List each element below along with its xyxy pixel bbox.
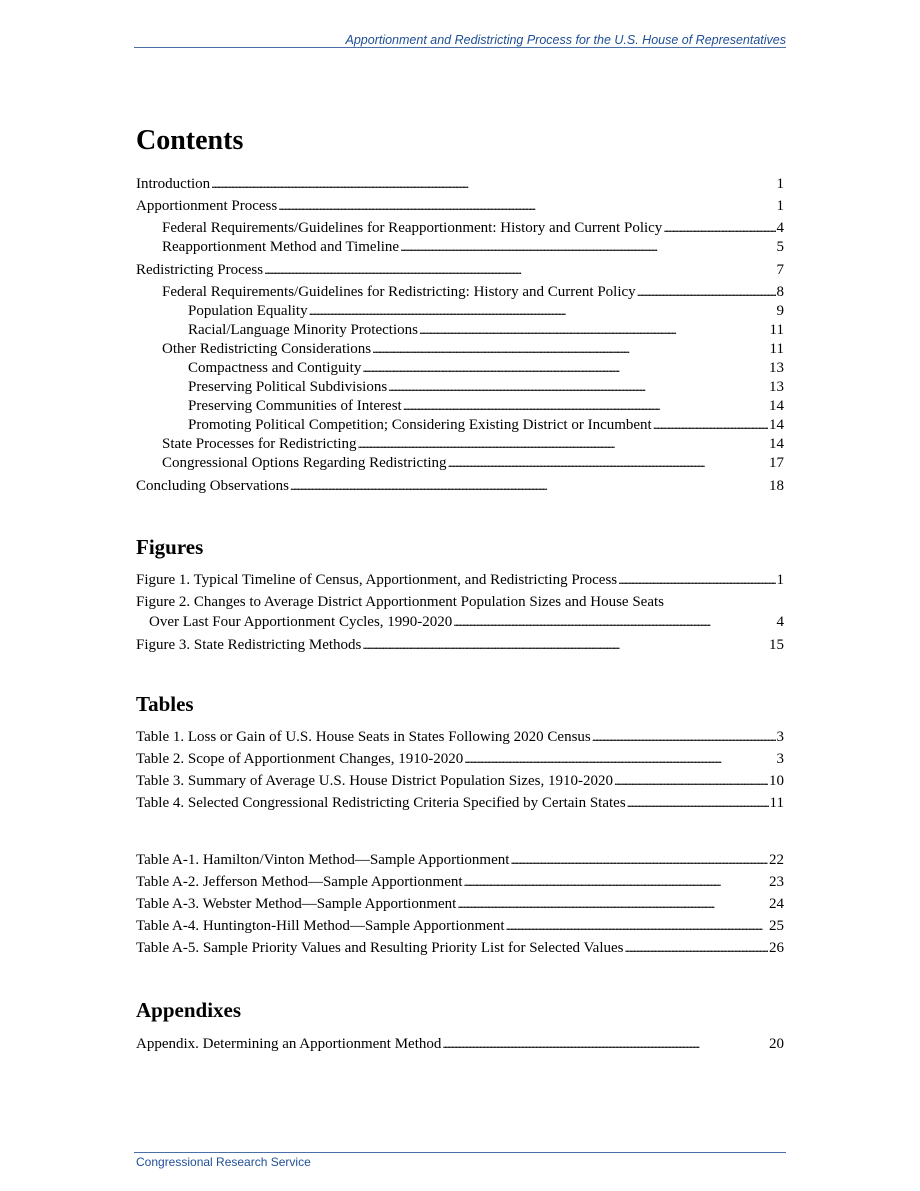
toc-entry-compactness[interactable] [136, 358, 784, 377]
toc-entry-label: Table 1. Loss or Gain of U.S. House Seats in States Following 2020 Census [136, 729, 591, 745]
toc-entry-label: Table A-5. Sample Priority Values and Resulting Priority List for Selected Values [136, 940, 624, 956]
toc-entry-label: State Processes for Redistricting [162, 436, 357, 452]
figures-list [136, 570, 784, 654]
toc-entry-label: Figure 1. Typical Timeline of Census, Apportionment, and Redistricting Process [136, 572, 618, 588]
toc-entry-table-a1[interactable] [136, 850, 784, 872]
toc-entry-page: 11 [769, 341, 784, 357]
leader-dots [506, 916, 769, 935]
leader-dots [614, 771, 768, 790]
appendix-tables-list [136, 850, 784, 960]
leader-dots [400, 237, 775, 256]
toc-entry-label: Population Equality [188, 303, 308, 319]
toc-entry-label-line1: Figure 2. Changes to Average District Apportionment Population Sizes and House Seats [136, 594, 664, 610]
toc-entry-page: 14 [769, 417, 784, 433]
toc-entry-label: Compactness and Contiguity [188, 360, 362, 376]
leader-dots [637, 282, 776, 301]
toc-entry-page: 11 [769, 322, 784, 338]
leader-dots [264, 260, 775, 279]
leader-dots [618, 570, 775, 589]
leader-dots [290, 476, 768, 495]
leader-dots [442, 1034, 768, 1053]
toc-entry-page: 14 [769, 436, 784, 452]
toc-entry-political-subdivisions[interactable] [136, 377, 784, 396]
leader-dots [278, 196, 775, 215]
toc-entry-label: Redistricting Process [136, 262, 264, 278]
toc-entry-page: 9 [776, 303, 784, 319]
toc-entry-label: Preserving Political Subdivisions [188, 379, 388, 395]
toc-entry-table-a2[interactable] [136, 872, 784, 894]
figures-title: Figures [136, 535, 204, 559]
leader-dots [362, 635, 768, 654]
toc-entry-page: 5 [776, 239, 784, 255]
toc-entry-state-processes[interactable] [136, 434, 784, 453]
toc-entry-page: 1 [776, 198, 784, 214]
toc-entry-page: 7 [776, 262, 784, 278]
toc-entry-page: 15 [769, 637, 784, 653]
toc-entry-other-considerations[interactable] [136, 339, 784, 358]
toc-entry-table-a5[interactable] [136, 938, 784, 960]
leader-dots [403, 396, 768, 415]
toc-entry-label: Concluding Observations [136, 478, 289, 494]
toc-entry-label-line2: Over Last Four Apportionment Cycles, 1990-2020 [149, 614, 453, 630]
toc-entry-page: 23 [769, 874, 784, 890]
toc-entry-page: 17 [769, 455, 784, 471]
toc-entry-table-a4[interactable] [136, 916, 784, 938]
running-footer: Congressional Research Service [136, 1155, 311, 1169]
toc-entry-page: 3 [776, 751, 784, 767]
toc-entry-table-4[interactable] [136, 793, 784, 815]
toc-entry-page: 25 [769, 918, 784, 934]
toc-entry-page: 14 [769, 398, 784, 414]
toc-entry-label: Table 4. Selected Congressional Redistricting Criteria Specified by Certain States [136, 795, 626, 811]
leader-dots [388, 377, 768, 396]
toc-entry-label: Congressional Options Regarding Redistricting [162, 455, 447, 471]
leader-dots [510, 850, 768, 869]
running-header: Apportionment and Redistricting Process for the U.S. House of Representatives [345, 33, 786, 47]
leader-dots [592, 727, 776, 746]
toc-entry-figure-2[interactable] [136, 593, 784, 635]
toc-entry-population-equality[interactable] [136, 301, 784, 320]
toc-entry-communities-of-interest[interactable] [136, 396, 784, 415]
toc-entry-figure-1[interactable] [136, 570, 784, 593]
toc-entry-label: Table A-1. Hamilton/Vinton Method—Sample Apportionment [136, 852, 510, 868]
leader-dots [362, 358, 768, 377]
footer-rule [134, 1152, 786, 1153]
toc-entry-page: 8 [776, 284, 784, 300]
toc-entry-label: Introduction [136, 176, 211, 192]
toc-entry-label: Federal Requirements/Guidelines for Redistricting: History and Current Policy [162, 284, 636, 300]
appendixes-title: Appendixes [136, 998, 242, 1022]
toc-entry-label: Other Redistricting Considerations [162, 341, 372, 357]
toc-entry-label: Figure 3. State Redistricting Methods [136, 637, 362, 653]
contents-title: Contents [136, 125, 244, 156]
header-rule [134, 47, 786, 48]
toc-entry-page: 13 [769, 379, 784, 395]
leader-dots [309, 301, 776, 320]
toc-entry-congressional-options[interactable] [136, 453, 784, 476]
leader-dots [211, 174, 775, 193]
toc-entry-label: Preserving Communities of Interest [188, 398, 402, 414]
leader-dots [464, 872, 768, 891]
leader-dots [653, 415, 768, 434]
toc-entry-page: 13 [769, 360, 784, 376]
toc-entry-page: 24 [769, 896, 784, 912]
toc-entry-page: 20 [769, 1036, 784, 1052]
toc-entry-page: 4 [776, 614, 784, 630]
toc-entry-label: Table A-2. Jefferson Method—Sample Apportionment [136, 874, 463, 890]
toc-entry-table-1[interactable] [136, 727, 784, 749]
appendixes-list [136, 1034, 784, 1053]
toc-entry-table-2[interactable] [136, 749, 784, 771]
toc-entry-apportionment-process[interactable] [136, 196, 784, 218]
leader-dots [625, 938, 769, 957]
toc-entry-page: 22 [769, 852, 784, 868]
leader-dots [627, 793, 769, 812]
toc-entry-reapportionment-requirements[interactable] [136, 218, 784, 237]
toc-entry-redistricting-process[interactable] [136, 260, 784, 282]
toc-entry-redistricting-requirements[interactable] [136, 282, 784, 301]
leader-dots [457, 894, 768, 913]
tables-title: Tables [136, 692, 194, 716]
contents-list [136, 174, 784, 495]
toc-entry-label: Table 3. Summary of Average U.S. House District Population Sizes, 1910-2020 [136, 773, 613, 789]
leader-dots [448, 453, 768, 472]
toc-entry-label: Racial/Language Minority Protections [188, 322, 418, 338]
toc-entry-table-3[interactable] [136, 771, 784, 793]
toc-entry-table-a3[interactable] [136, 894, 784, 916]
toc-entry-label: Table 2. Scope of Apportionment Changes, 1910-2020 [136, 751, 464, 767]
toc-entry-appendix[interactable] [136, 1034, 784, 1053]
leader-dots [372, 339, 768, 358]
toc-entry-page: 4 [776, 220, 784, 236]
toc-entry-page: 26 [769, 940, 784, 956]
leader-dots [453, 612, 775, 631]
toc-entry-label: Appendix. Determining an Apportionment Method [136, 1036, 442, 1052]
toc-entry-page: 18 [769, 478, 784, 494]
toc-entry-minority-protections[interactable] [136, 320, 784, 339]
toc-entry-label: Table A-3. Webster Method—Sample Apportionment [136, 896, 457, 912]
toc-entry-page: 1 [776, 572, 784, 588]
toc-entry-page: 3 [776, 729, 784, 745]
toc-entry-political-competition[interactable] [136, 415, 784, 434]
leader-dots [419, 320, 769, 339]
toc-entry-figure-3[interactable] [136, 635, 784, 654]
toc-entry-page: 1 [776, 176, 784, 192]
toc-entry-label: Reapportionment Method and Timeline [162, 239, 400, 255]
leader-dots [464, 749, 775, 768]
toc-entry-label: Federal Requirements/Guidelines for Reapportionment: History and Current Policy [162, 220, 663, 236]
toc-entry-page: 11 [769, 795, 784, 811]
toc-entry-label: Apportionment Process [136, 198, 278, 214]
toc-entry-page: 10 [769, 773, 784, 789]
toc-entry-reapportionment-method[interactable] [136, 237, 784, 260]
leader-dots [663, 218, 775, 237]
tables-list [136, 727, 784, 815]
leader-dots [358, 434, 768, 453]
toc-entry-introduction[interactable] [136, 174, 784, 196]
toc-entry-concluding-observations[interactable] [136, 476, 784, 495]
toc-entry-label: Table A-4. Huntington-Hill Method—Sample Apportionment [136, 918, 505, 934]
toc-entry-label: Promoting Political Competition; Considering Existing District or Incumbent [188, 417, 652, 433]
